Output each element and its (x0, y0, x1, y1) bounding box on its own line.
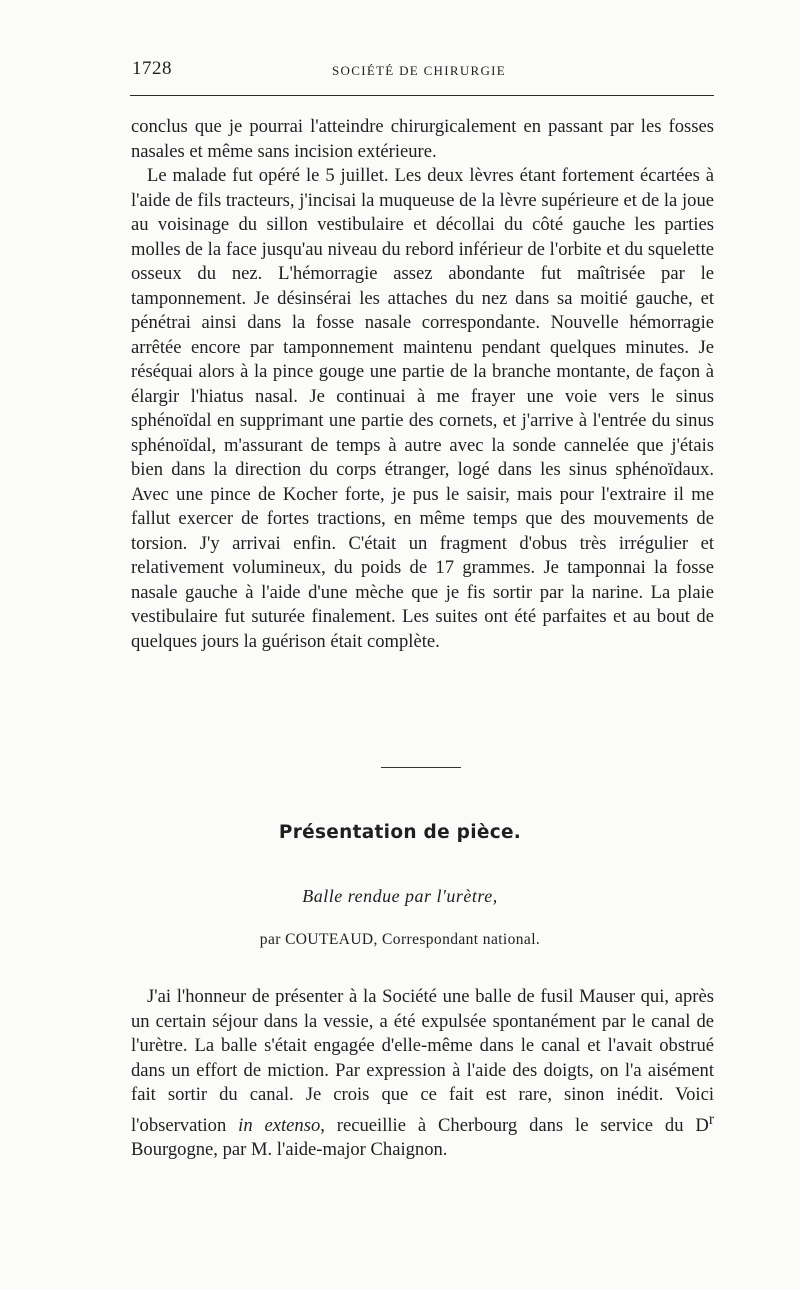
page-number: 1728 (132, 58, 172, 79)
paragraph-text-middle: , recueillie à Cherbourg dans le service du D (320, 1114, 709, 1136)
paragraph-text-end: Bourgogne, par M. l'aide-major Chaignon. (131, 1139, 448, 1161)
author-byline: par COUTEAUD, Correspondant national. (259, 931, 541, 948)
article-title: Balle rendue par l'urètre, (302, 886, 498, 906)
paragraph-continuation: conclus que je pourrai l'atteindre chirurgicalement en passant par les fosses nasales et même sans incision extérieure. (131, 116, 714, 162)
text-block-presentation (131, 985, 714, 1163)
text-block-continued (131, 115, 714, 654)
doctor-abbrev-superscript: r (708, 1110, 714, 1128)
paragraph-operation: Le malade fut opéré le 5 juillet. Les deux lèvres étant fortement écartées à l'aide de fils tracteurs, j'incisai la muqueuse de la lèvre supérieure et de la joue au voisinage du sillon vestibulaire et décollai du côté gauche les parties molles de la face jusqu'au niveau du rebord inférieur de l'orbite et du squelette osseux du nez. L'hémorragie assez abondante fut maîtrisée par le tamponnement. Je désinsérai les attaches du nez dans sa moitié gauche, et pénétrai ainsi dans la fosse nasale correspondante. Nouvelle hémorragie arrêtée encore par tamponnement maintenu pendant quelques minutes. Je réséquai alors à la pince gouge une partie de la branche montante, de façon à élargir l'hiatus nasal. Je continuai à me frayer une voie vers le sinus sphénoïdal en supprimant une partie des cornets, et j'arrive à l'entrée du sinus sphénoïdal, m'assurant de temps à autre avec la sonde cannelée que j'étais bien dans la direction du corps étranger, logé dans les sinus sphénoïdaux. Avec une pince de Kocher forte, je pus le saisir, mais pour l'extraire il me fallut exercer de fortes tractions, en même temps que des mouvements de torsion. J'y arrivai enfin. C'était un fragment d'obus très irrégulier et relativement volumineux, du poids de 17 grammes. Je tamponnai la fosse nasale gauche à l'aide d'une mèche que je fis sortir par la narine. La plaie vestibulaire fut suturée finalement. Les suites ont été parfaites et au bout de quelques jours la guérison était complète. (131, 165, 714, 652)
paragraph-text-start: J'ai l'honneur de présenter à la Société une balle de fusil Mauser qui, après un certain séjour dans la vessie, a été expulsée spontanément par le canal de l'urètre. La balle s'était engagée d'elle-même dans le canal et l'avait obstrué dans un effort de miction. Par expression à l'aide des doigts, on l'a aisément fait sortir du canal. Je crois que ce fait est rare, sinon inédit. Voici l'observation (131, 986, 714, 1136)
running-head (132, 58, 712, 82)
section-separator (381, 767, 461, 768)
latin-phrase: in extenso (238, 1114, 321, 1136)
section-heading: Présentation de pièce. (278, 822, 522, 843)
running-title: SOCIÉTÉ DE CHIRURGIE (332, 63, 507, 78)
header-rule (130, 95, 714, 96)
paragraph-presentation (131, 985, 714, 1163)
